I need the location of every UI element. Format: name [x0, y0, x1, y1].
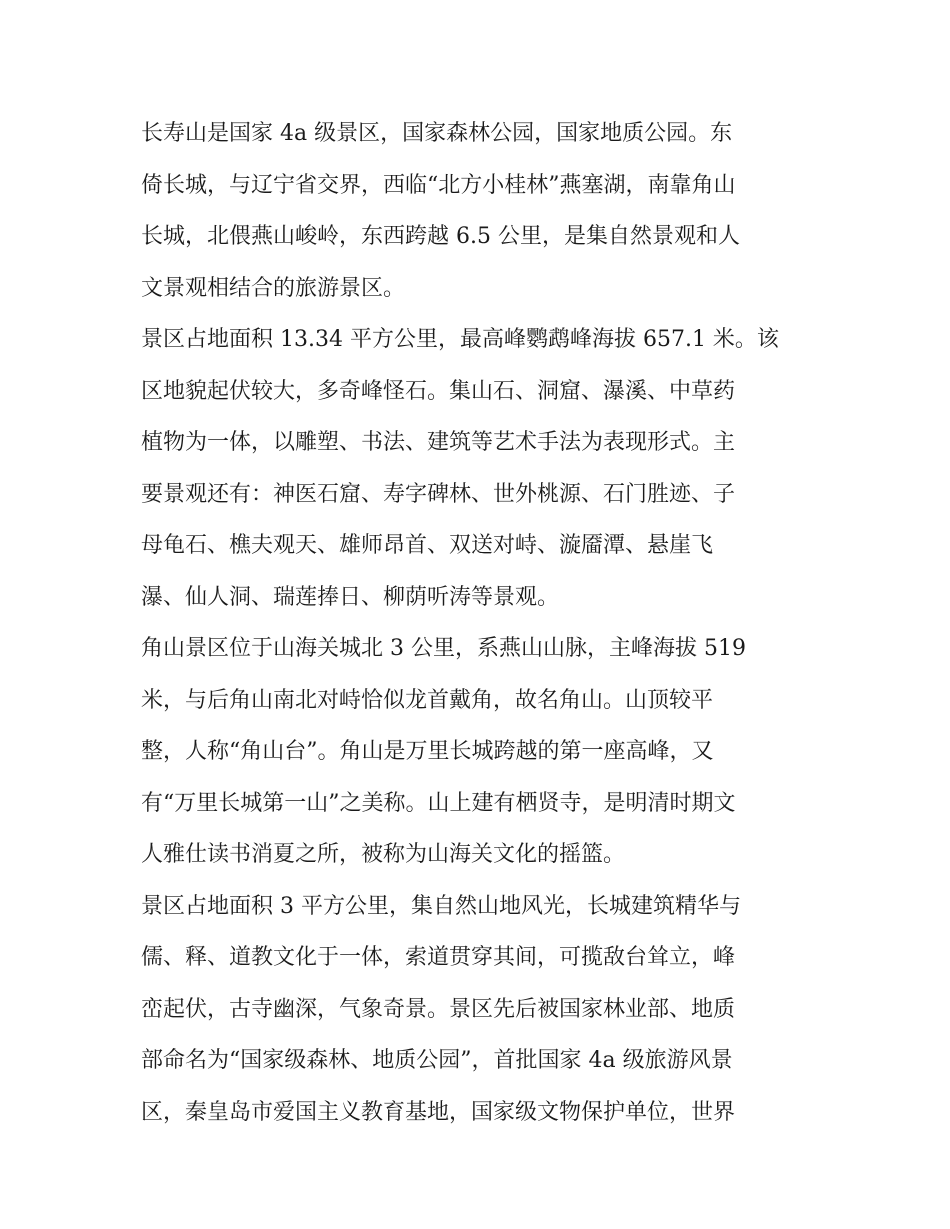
text-line: 长城，北偎燕山峻岭，东西跨越 6.5 公里，是集自然景观和人: [141, 224, 740, 249]
text-line: 米，与后角山南北对峙恰似龙首戴角，故名角山。山顶较平: [141, 687, 714, 713]
paragraph-jiaoshan-area: [141, 881, 821, 1139]
text-line: 人雅仕读书消夏之所，被称为山海关文化的摇篮。: [141, 842, 626, 867]
text-line: 儒、释、道教文化于一体，索道贯穿其间，可揽敌台耸立，峰: [141, 945, 736, 970]
text-line: 角山景区位于山海关城北 3 公里，系燕山山脉，主峰海拔 519: [141, 636, 746, 661]
text-line: 区，秦皇岛市爱国主义教育基地，国家级文物保护单位，世界: [141, 1099, 736, 1125]
text-line: 文景观相结合的旅游景区。: [141, 275, 406, 301]
text-line: 瀑、仙人洞、瑞莲捧日、柳荫听涛等景观。: [141, 584, 560, 610]
text-line: 植物为一体，以雕塑、书法、建筑等艺术手法为表现形式。主: [141, 430, 736, 455]
text-line: 景区占地面积 13.34 平方公里，最高峰鹦鹉峰海拔 657.1 米。该: [141, 327, 779, 352]
text-line: 母龟石、樵夫观天、雄师昂首、双送对峙、漩靥潭、悬崖飞: [141, 533, 714, 558]
paragraph-jiaoshan-intro: [141, 623, 821, 881]
paragraph-changshoushan-intro: [141, 108, 821, 314]
paragraph-changshoushan-area: [141, 314, 821, 623]
text-line: 长寿山是国家 4a 级景区，国家森林公园，国家地质公园。东: [141, 121, 733, 146]
text-line: 倚长城，与辽宁省交界，西临“北方小桂林”燕塞湖，南靠角山: [141, 172, 736, 198]
text-line: 整，人称“角山台”。角山是万里长城跨越的第一座高峰，又: [141, 739, 714, 764]
text-line: 要景观还有：神医石窟、寿字碑林、世外桃源、石门胜迹、子: [141, 481, 736, 507]
text-line: 景区占地面积 3 平方公里，集自然山地风光，长城建筑精华与: [141, 893, 741, 919]
text-line: 有“万里长城第一山”之美称。山上建有栖贤寺，是明清时期文: [141, 790, 736, 816]
text-line: 区地貌起伏较大，多奇峰怪石。集山石、洞窟、瀑溪、中草药: [141, 378, 736, 404]
text-line: 部命名为“国家级森林、地质公园”，首批国家 4a 级旅游风景: [141, 1048, 733, 1073]
document-body: [141, 108, 821, 1138]
text-line: 峦起伏，古寺幽深，气象奇景。景区先后被国家林业部、地质: [141, 996, 736, 1022]
